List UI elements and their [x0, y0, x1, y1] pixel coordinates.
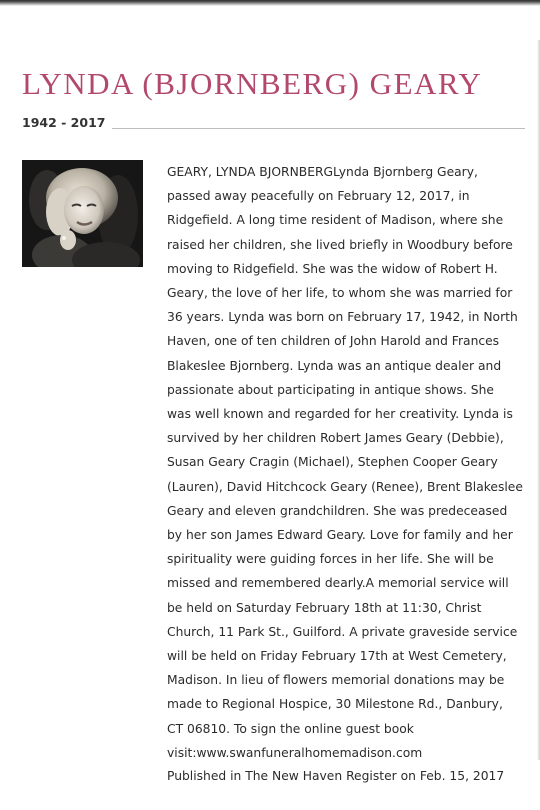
obituary-line: missed and remembered dearly.A memorial service will	[167, 576, 509, 591]
obituary-line: Madison. In lieu of flowers memorial donations may be	[167, 673, 505, 688]
obituary-line: was well known and regarded for her creativity. Lynda is	[167, 407, 513, 422]
obituary-line: raised her children, she lived briefly in Woodbury before	[167, 237, 513, 252]
obituary-line: made to Regional Hospice, 30 Milestone Rd., Danbury,	[167, 697, 503, 712]
guest-book-link[interactable]: visit:www.swanfuneralhomemadison.com	[167, 745, 423, 760]
life-years: 1942 - 2017	[22, 115, 106, 130]
obituary-line: moving to Ridgefield. She was the widow of Robert H.	[167, 261, 498, 276]
publication-note: Published in The New Haven Register on Feb. 15, 2017	[167, 769, 505, 783]
obituary-line: GEARY, LYNDA BJORNBERGLynda Bjornberg Geary,	[167, 165, 478, 179]
obituary-line: Geary, the love of her life, to whom she was married for	[167, 286, 513, 301]
obituary-line: Geary and eleven grandchildren. She was predeceased	[167, 503, 508, 518]
obituary-line: passed away peacefully on February 12, 2017, in	[167, 189, 470, 204]
obituary-line: Susan Geary Cragin (Michael), Stephen Cooper Geary	[167, 455, 498, 470]
obituary-title: LYNDA (BJORNBERG) GEARY	[22, 66, 483, 101]
obituary-line: survived by her children Robert James Geary (Debbie),	[167, 431, 504, 446]
portrait-image	[22, 160, 143, 267]
obituary-line: CT 06810. To sign the online guest book	[167, 721, 414, 736]
header-divider	[112, 128, 525, 129]
obituary-line: 36 years. Lynda was born on February 17, 1942, in North	[167, 310, 518, 325]
obituary-line: (Lauren), David Hitchcock Geary (Renee), Brent Blakeslee	[167, 479, 523, 494]
obituary-line: Blakeslee Bjornberg. Lynda was an antique dealer and	[167, 358, 502, 373]
obituary-line: Church, 11 Park St., Guilford. A private graveside service	[167, 624, 518, 639]
obituary-body	[167, 160, 529, 765]
obituary-line: will be held on Friday February 17th at West Cemetery,	[167, 649, 507, 664]
obituary-line: passionate about participating in antique shows. She	[167, 382, 494, 397]
obituary-line: be held on Saturday February 18th at 11:30, Christ	[167, 600, 482, 615]
obituary-line: spirituality were guiding forces in her life. She will be	[167, 552, 494, 567]
obituary-line: by her son James Edward Geary. Love for family and her	[167, 528, 513, 543]
portrait-photo	[22, 160, 143, 267]
obituary-line: Haven, one of ten children of John Harold and Frances	[167, 334, 500, 349]
scan-edge-top	[0, 0, 540, 6]
obituary-line: Ridgefield. A long time resident of Madison, where she	[167, 213, 504, 228]
